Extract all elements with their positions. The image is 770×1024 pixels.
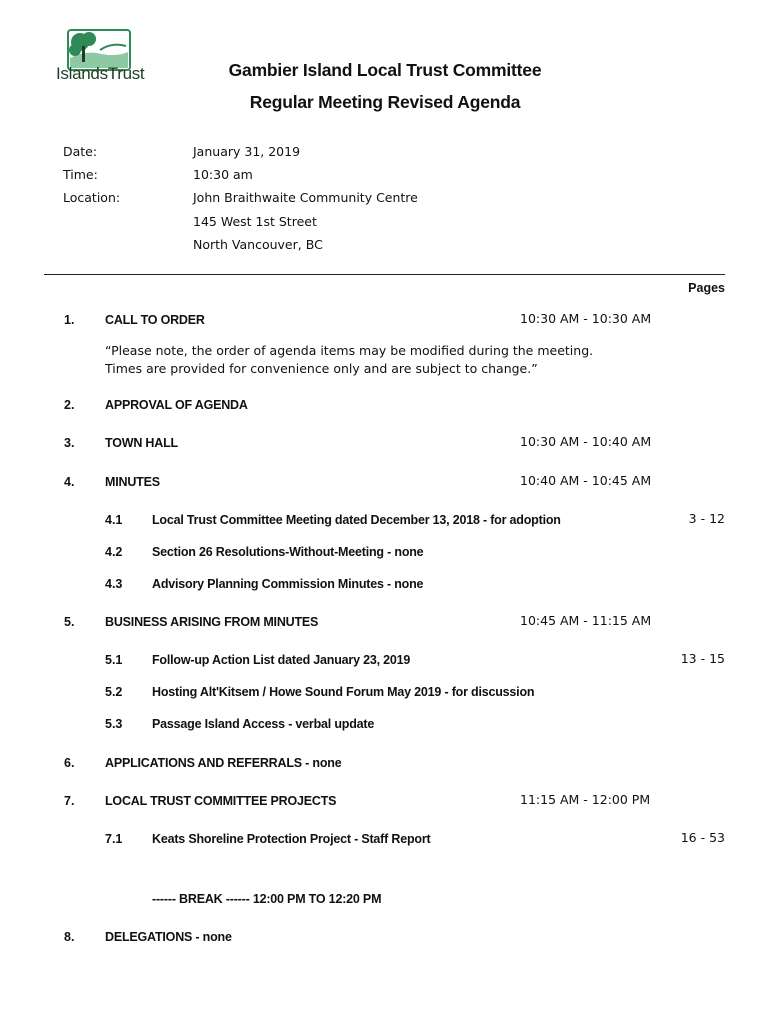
- item-time: 11:15 AM - 12:00 PM: [520, 792, 651, 807]
- item-number: 8.: [64, 930, 75, 944]
- subitem-pages: 13 - 15: [680, 651, 725, 666]
- item-time: 10:30 AM - 10:30 AM: [520, 311, 652, 326]
- subitem-title: Local Trust Committee Meeting dated December 13, 2018 - for adoption: [152, 513, 561, 527]
- item-number: 1.: [64, 313, 75, 327]
- subitem-number: 4.1: [105, 513, 123, 527]
- time-label: Time:: [63, 167, 98, 182]
- subitem-number: 4.2: [105, 545, 123, 559]
- item-number: 6.: [64, 756, 75, 770]
- subitem-title: Follow-up Action List dated January 23, 2019: [152, 653, 411, 667]
- subitem-title: Section 26 Resolutions-Without-Meeting - none: [152, 545, 424, 559]
- logo-text: IslandsTrust: [56, 64, 145, 83]
- agenda-title: Gambier Island Local Trust Committee: [228, 60, 542, 80]
- date-label: Date:: [63, 144, 98, 159]
- subitem-number: 4.3: [105, 577, 123, 591]
- item-time: 10:40 AM - 10:45 AM: [520, 473, 652, 488]
- subitem-title: Passage Island Access - verbal update: [152, 717, 375, 731]
- location-label: Location:: [63, 190, 121, 205]
- subitem-title: Keats Shoreline Protection Project - Staff Report: [152, 832, 431, 846]
- item-number: 4.: [64, 475, 75, 489]
- item-title: APPROVAL OF AGENDA: [105, 398, 248, 412]
- subitem-pages: 16 - 53: [680, 830, 725, 845]
- pages-header: Pages: [688, 281, 725, 295]
- break-line: ------ BREAK ------ 12:00 PM TO 12:20 PM: [152, 892, 382, 906]
- item-number: 3.: [64, 436, 75, 450]
- item-title: LOCAL TRUST COMMITTEE PROJECTS: [105, 794, 337, 808]
- item-title: MINUTES: [105, 475, 160, 489]
- subitem-title: Hosting Alt'Kitsem / Howe Sound Forum May 2019 - for discussion: [152, 685, 535, 699]
- time-value: 10:30 am: [193, 167, 253, 182]
- agenda-note: “Please note, the order of agenda items may be modified during the meeting. Times are provided for convenience only and are subject to change.”: [105, 343, 594, 376]
- item-title: BUSINESS ARISING FROM MINUTES: [105, 615, 319, 629]
- location-line: 145 West 1st Street: [193, 214, 317, 229]
- date-value: January 31, 2019: [193, 144, 301, 159]
- subitem-title: Advisory Planning Commission Minutes - none: [152, 577, 424, 591]
- item-time: 10:30 AM - 10:40 AM: [520, 434, 652, 449]
- item-number: 2.: [64, 398, 75, 412]
- location-line: North Vancouver, BC: [193, 237, 323, 252]
- item-number: 7.: [64, 794, 75, 808]
- subitem-number: 5.1: [105, 653, 123, 667]
- item-title: TOWN HALL: [105, 436, 178, 450]
- location-line: John Braithwaite Community Centre: [193, 190, 418, 205]
- item-title: CALL TO ORDER: [105, 313, 205, 327]
- item-number: 5.: [64, 615, 75, 629]
- subitem-number: 5.2: [105, 685, 123, 699]
- divider: [44, 274, 725, 275]
- item-title: DELEGATIONS - none: [105, 930, 232, 944]
- subitem-pages: 3 - 12: [688, 511, 725, 526]
- item-time: 10:45 AM - 11:15 AM: [520, 613, 652, 628]
- item-title: APPLICATIONS AND REFERRALS - none: [105, 756, 342, 770]
- subitem-number: 7.1: [105, 832, 123, 846]
- subitem-number: 5.3: [105, 717, 123, 731]
- agenda-subtitle: Regular Meeting Revised Agenda: [249, 92, 521, 112]
